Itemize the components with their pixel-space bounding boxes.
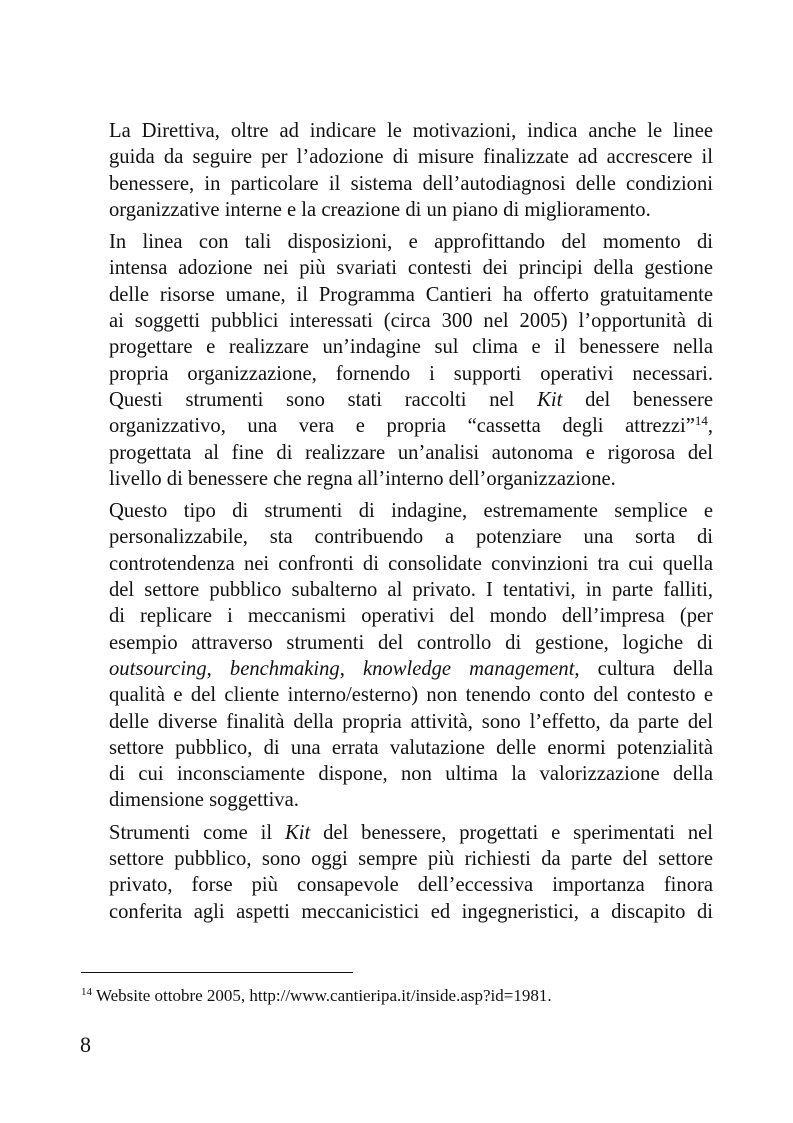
text-segment: del benessere	[585, 388, 713, 411]
italic-term: benchmaking	[229, 657, 340, 680]
text-line: controtendenza nei confronti di consolidate convinzioni tra cui quella	[109, 552, 713, 575]
text-line: esempio attraverso strumenti del controllo di gestione, logiche di	[109, 631, 713, 654]
footnote	[81, 985, 552, 1007]
text-line: progettata al fine di realizzare un’analisi autonoma e rigorosa del	[109, 441, 713, 464]
text-line	[81, 387, 713, 413]
paragraph-3	[81, 498, 713, 814]
text-segment: ,	[707, 415, 713, 438]
text-line: privato, forse più consapevole dell’eccessiva importanza finora	[109, 874, 713, 897]
text-line: settore pubblico, sono oggi sempre più richiesti da parte del settore	[109, 848, 713, 871]
text-line: personalizzabile, sta contribuendo a potenziare una sorta di	[109, 526, 713, 549]
paragraph-2	[81, 229, 713, 492]
text-line: del settore pubblico subalterno al privato. I tentativi, in parte falliti,	[109, 579, 713, 602]
text-line: settore pubblico, di una errata valutazione delle enormi potenzialità	[109, 736, 713, 759]
text-line: intensa adozione nei più svariati contesti dei principi della gestione	[109, 257, 713, 280]
text-segment: ,	[339, 657, 345, 680]
text-line: guida da seguire per l’adozione di misure finalizzate ad accrescere il	[109, 146, 713, 169]
text-line: qualità e del cliente interno/esterno) non tenendo conto del contesto e	[109, 684, 713, 707]
paragraph-4	[81, 820, 713, 925]
text-line: livello di benessere che regna all’interno dell’organizzazione.	[109, 467, 616, 490]
page-number: 8	[80, 1032, 91, 1057]
text-line: benessere, in particolare il sistema dell’autodiagnosi delle condizioni	[109, 172, 713, 195]
text-segment: , cultura della	[574, 657, 713, 680]
text-line: delle diverse finalità della propria attività, sono l’effetto, da parte del	[109, 710, 713, 733]
text-line: di cui inconsciamente dispone, non ultima la valorizzazione della	[109, 763, 713, 786]
body-text	[81, 118, 713, 925]
footnote-divider	[81, 972, 353, 973]
text-line	[81, 820, 713, 846]
text-segment: Questi strumenti sono stati raccolti nel	[109, 388, 515, 411]
italic-term: knowledge management	[363, 657, 575, 680]
text-line: di replicare i meccanismi operativi del mondo dell’impresa (per	[109, 605, 713, 628]
text-line: dimensione soggettiva.	[109, 789, 299, 812]
text-segment: organizzativo, una vera e propria “cassetta degli attrezzi”	[109, 415, 695, 438]
italic-term: Kit	[537, 388, 563, 411]
paragraph-1	[81, 118, 713, 223]
footnote-number: 14	[81, 986, 92, 998]
text-line	[81, 413, 713, 439]
text-line	[81, 656, 713, 682]
footnote-reference: 14	[694, 413, 708, 429]
text-line: ai soggetti pubblici interessati (circa 300 nel 2005) l’opportunità di	[109, 310, 713, 333]
footnote-text: Website ottobre 2005, http://www.cantieripa.it/inside.asp?id=1981.	[92, 986, 552, 1005]
italic-term: outsourcing	[109, 657, 207, 680]
text-line: progettare e realizzare un’indagine sul clima e il benessere nella	[109, 336, 713, 359]
text-segment: ,	[206, 657, 212, 680]
text-line: conferita agli aspetti meccanicistici ed ingegneristici, a discapito di	[109, 900, 713, 923]
text-line: Questo tipo di strumenti di indagine, estremamente semplice e	[109, 500, 713, 523]
text-segment: Strumenti come il	[109, 821, 273, 844]
text-segment: del benessere, progettati e sperimentati nel	[323, 821, 713, 844]
italic-term: Kit	[285, 821, 311, 844]
text-line: La Direttiva, oltre ad indicare le motivazioni, indica anche le linee	[109, 120, 713, 142]
text-line: delle risorse umane, il Programma Cantieri ha offerto gratuitamente	[109, 283, 713, 306]
text-line: propria organizzazione, fornendo i supporti operativi necessari.	[109, 362, 713, 385]
text-line: In linea con tali disposizioni, e approfittando del momento di	[109, 231, 713, 254]
text-line: organizzative interne e la creazione di un piano di miglioramento.	[109, 198, 651, 221]
